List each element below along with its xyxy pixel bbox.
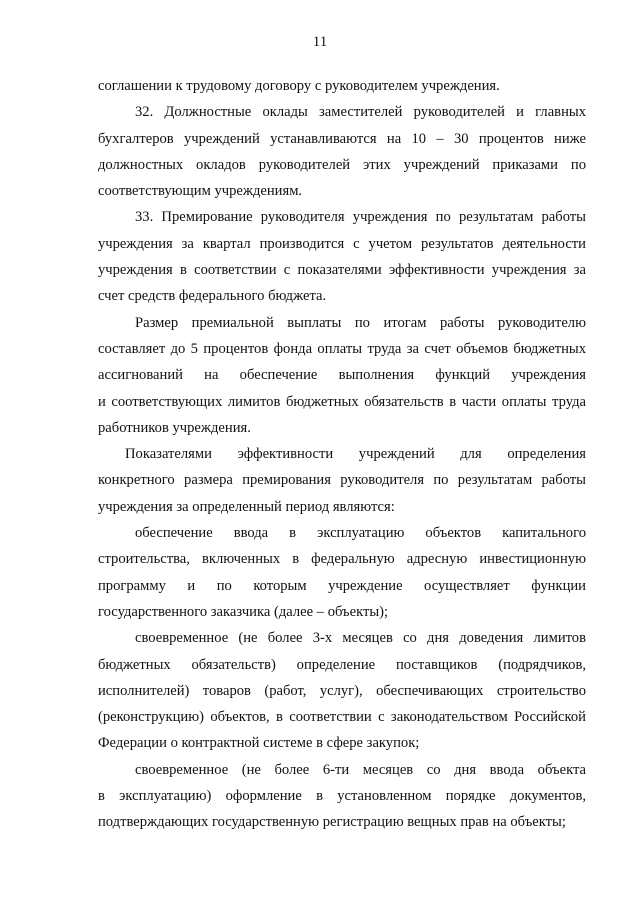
text-line: счет средств федерального бюджета.: [98, 288, 327, 305]
paragraph-p_item1: [98, 520, 586, 625]
text-line: Размер премиальной выплаты по итогам работы руководителю: [135, 314, 586, 331]
text-line: и соответствующих лимитов бюджетных обязательств в части оплаты труда: [98, 393, 586, 410]
text-line: должностных окладов руководителей этих учреждений приказами по: [98, 156, 586, 173]
text-line: строительства, включенных в федеральную адресную инвестиционную: [98, 551, 586, 568]
text-line: государственного заказчика (далее – объекты);: [98, 603, 389, 620]
text-line: учреждения за определенный период являются:: [98, 498, 395, 515]
paragraph-p_item3: [98, 757, 586, 836]
paragraph-p_item2: [98, 625, 586, 756]
text-line: 33. Премирование руководителя учреждения по результатам работы: [135, 209, 586, 226]
text-line: в эксплуатацию) оформление в установленном порядке документов,: [98, 788, 586, 805]
text-line: бюджетных обязательств) определение поставщиков (подрядчиков,: [98, 656, 586, 673]
text-line: конкретного размера премирования руководителя по результатам работы: [98, 472, 586, 489]
paragraph-p32: [98, 99, 586, 204]
text-line: (реконструкцию) объектов, в соответствии с законодательством Российской: [98, 709, 586, 726]
text-line: соответствующим учреждениям.: [98, 183, 303, 200]
text-line: исполнителей) товаров (работ, услуг), обеспечивающих строительство: [98, 682, 586, 699]
text-line: обеспечение ввода в эксплуатацию объектов капитального: [135, 525, 586, 542]
text-line: ассигнований на обеспечение выполнения функций учреждения: [98, 367, 586, 384]
document-body: [98, 73, 586, 836]
page-number: 11: [312, 34, 328, 50]
text-line: 32. Должностные оклады заместителей руководителей и главных: [135, 104, 586, 121]
text-line: своевременное (не более 6-ти месяцев со дня ввода объекта: [135, 761, 586, 778]
text-line: бухгалтеров учреждений устанавливаются на 10 – 30 процентов ниже: [98, 130, 586, 147]
text-line: Федерации о контрактной системе в сфере закупок;: [98, 735, 420, 752]
paragraph-p_indicators: [98, 441, 586, 520]
paragraph-p33: [98, 204, 586, 309]
text-line: программу и по которым учреждение осуществляет функции: [98, 577, 586, 594]
text-line: составляет до 5 процентов фонда оплаты труда за счет объемов бюджетных: [98, 340, 586, 357]
text-line: соглашении к трудовому договору с руководителем учреждения.: [98, 78, 500, 94]
text-line: своевременное (не более 3-х месяцев со дня доведения лимитов: [135, 630, 586, 647]
text-line: Показателями эффективности учреждений для определения: [125, 446, 586, 463]
text-line: подтверждающих государственную регистрацию вещных прав на объекты;: [98, 814, 566, 831]
paragraph-p_size: [98, 310, 586, 441]
text-line: работников учреждения.: [98, 419, 251, 436]
text-line: учреждения в соответствии с показателями эффективности учреждения за: [98, 262, 586, 279]
text-line: учреждения за квартал производится с учетом результатов деятельности: [98, 235, 586, 252]
paragraph-p0: [98, 73, 586, 99]
